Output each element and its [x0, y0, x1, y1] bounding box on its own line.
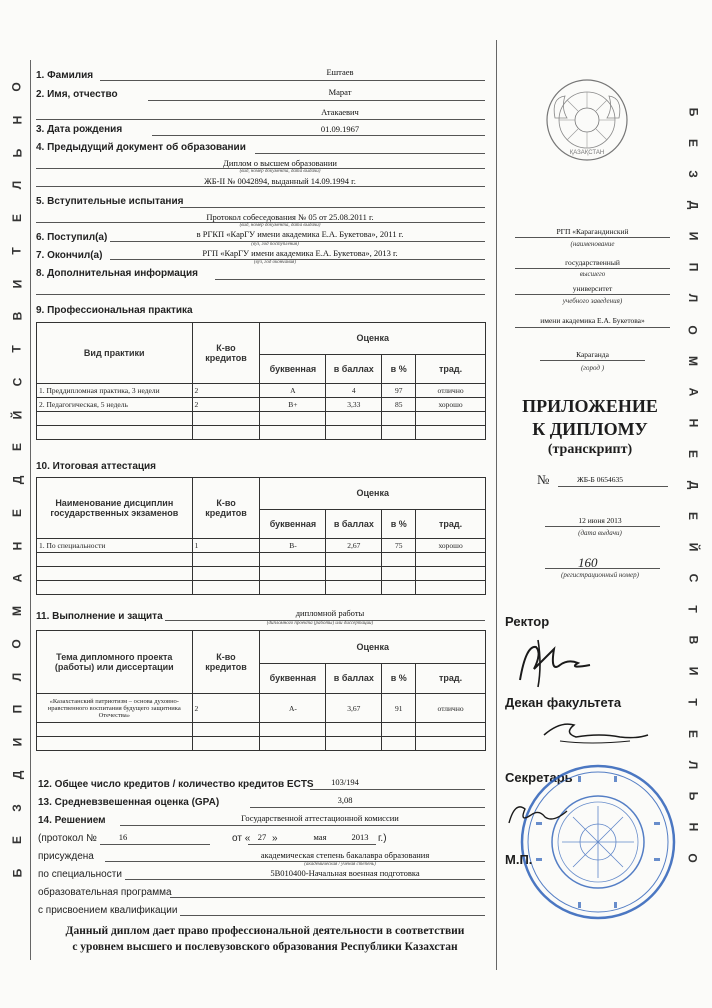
col-points: в баллах — [326, 354, 382, 383]
gpa-label: 13. Средневзвешенная оценка (GPA) — [38, 797, 220, 808]
side-letter: В — [685, 635, 700, 645]
side-letter: Т — [10, 247, 24, 255]
patronymic-value: Атакаевич — [321, 107, 359, 117]
side-letter: Л — [9, 181, 24, 190]
side-letter: Н — [685, 418, 700, 428]
side-letter: И — [686, 232, 700, 241]
title-line1: ПРИЛОЖЕНИЕ — [522, 396, 658, 416]
city-caption: (город ) — [580, 364, 605, 372]
side-letter: П — [10, 704, 24, 714]
practice-points: 3,33 — [326, 398, 382, 412]
col-credits: К-во кредитов — [192, 323, 260, 384]
surname-label: 1. Фамилия — [36, 70, 94, 81]
side-letter: Д — [686, 480, 700, 490]
side-letter: Е — [685, 729, 700, 738]
program-label: образовательная программа — [38, 887, 172, 898]
side-letter: И — [686, 667, 700, 676]
title-line2: К ДИПЛОМУ — [532, 419, 648, 439]
side-letter: Ь — [10, 148, 24, 157]
awarded-value: академическая степень бакалавра образования — [260, 850, 430, 860]
table-row — [37, 384, 486, 398]
footer-line2: с уровнем высшего и послевузовского образования Республики Казахстан — [72, 941, 458, 953]
side-letter: Н — [9, 115, 24, 125]
side-letter: О — [10, 82, 24, 92]
col-letter: буквенная — [260, 509, 326, 538]
entrance-caption: (вид, номер документа, дата выдачи) — [239, 223, 321, 228]
practice-trad: хорошо — [416, 398, 486, 412]
prev-doc-value2: ЖБ-II № 0042894, выданный 14.09.1994 г. — [204, 176, 356, 186]
table-row — [37, 398, 486, 412]
side-letter: Е — [685, 449, 700, 458]
org-line4: имени академика Е.А. Букетова» — [540, 316, 645, 325]
issue-date-caption: (дата выдачи) — [578, 529, 622, 537]
org-line3: университет — [572, 284, 613, 293]
col-grade: Оценка — [260, 323, 486, 355]
surname-value: Ештаев — [326, 67, 354, 77]
graduated-caption: (вуз, год окончания) — [253, 260, 297, 265]
secretary-signature — [505, 795, 575, 835]
side-letter: Т — [686, 698, 700, 707]
prev-doc-value: Диплом о высшем образовании — [223, 158, 337, 168]
year-suffix: г.) — [378, 833, 387, 844]
side-letter: М — [686, 355, 700, 366]
col-points: в баллах — [326, 663, 382, 693]
table-row — [37, 723, 486, 737]
side-letter: Т — [10, 345, 24, 353]
gpa-value: 3,08 — [337, 795, 353, 805]
side-letter: Е — [9, 836, 24, 845]
col-practice-type: Вид практики — [37, 323, 193, 384]
practice-trad: отлично — [416, 384, 486, 398]
org-line2: государственный — [565, 258, 620, 267]
name-label: 2. Имя, отчество — [36, 89, 118, 100]
thesis-type-value: дипломной работы — [295, 608, 365, 618]
year-value: 2013 — [351, 832, 369, 842]
footer-line1: Данный диплом дает право профессиональной деятельности в соответствии — [65, 925, 465, 937]
exam-trad: хорошо — [416, 539, 486, 553]
col-percent: в % — [382, 354, 416, 383]
graduated-label: 7. Окончил(а) — [36, 250, 103, 261]
final-title: 10. Итоговая аттестация — [36, 461, 157, 472]
seal-place-label: М.П. — [505, 852, 533, 867]
practice-credits: 2 — [192, 384, 260, 398]
enrolled-caption: (вуз, год поступления) — [251, 242, 299, 247]
side-letter: Н — [685, 822, 700, 832]
graduated-value: РГП «КарГУ имени академика Е.А. Букетова», 2013 г. — [202, 248, 398, 258]
official-stamp — [518, 762, 678, 922]
side-letter: О — [686, 853, 700, 863]
side-letter: А — [685, 387, 700, 397]
thesis-caption: (дипломного проекта (работы) или диссертации) — [266, 621, 374, 626]
col-trad: трад. — [416, 354, 486, 383]
side-letter: О — [10, 639, 24, 649]
registration-caption: (регистрационный номер) — [561, 571, 639, 579]
table-row — [37, 539, 486, 553]
date-from-label: от « — [232, 833, 251, 844]
number-sign: № — [537, 472, 550, 487]
side-letter: И — [10, 279, 24, 288]
practice-title: 9. Профессиональная практика — [36, 305, 193, 316]
practice-table — [36, 322, 486, 440]
entrance-label: 5. Вступительные испытания — [36, 196, 184, 207]
prev-doc-label: 4. Предыдущий документ об образовании — [36, 142, 246, 153]
side-letter: Л — [685, 294, 700, 303]
practice-percent: 97 — [382, 384, 416, 398]
exam-credits: 1 — [192, 539, 260, 553]
specialty-value: 5В010400-Начальная военная подготовка — [270, 868, 420, 878]
enrolled-value: в РГКП «КарГУ имени академика Е.А. Букетова», 2011 г. — [196, 229, 404, 239]
org-caption1: (наименование — [570, 240, 615, 248]
col-grade: Оценка — [260, 478, 486, 510]
side-text-left — [8, 80, 26, 880]
prev-doc-caption: (вид, номер документа, дата выдачи) — [239, 169, 321, 174]
practice-letter: B+ — [260, 398, 326, 412]
side-letter: З — [10, 803, 24, 812]
thesis-topic: «Казахстанский патриотизм – основа духовно-нравственного воспитания будущего защитника Отечества» — [37, 694, 193, 723]
side-letter: Й — [10, 410, 24, 419]
side-letter: Ь — [686, 791, 700, 801]
side-letter: О — [686, 324, 700, 335]
thesis-percent: 91 — [382, 694, 416, 723]
side-letter: З — [686, 170, 700, 178]
side-letter: П — [686, 263, 700, 272]
side-letter: С — [9, 377, 24, 387]
name-value: Марат — [328, 87, 352, 97]
practice-letter: A — [260, 384, 326, 398]
col-letter: буквенная — [260, 354, 326, 383]
org-caption2: высшего — [579, 270, 606, 278]
rector-signature — [508, 635, 598, 690]
decision-value: Государственной аттестационной комиссии — [241, 813, 399, 823]
table-row — [37, 412, 486, 426]
side-letter: И — [10, 737, 24, 747]
day-close: » — [272, 833, 278, 844]
table-row — [37, 737, 486, 751]
birth-value: 01.09.1967 — [320, 124, 360, 134]
col-credits: К-во кредитов — [192, 478, 260, 539]
org-caption3: учебного заведения) — [562, 297, 623, 305]
specialty-label: по специальности — [38, 869, 122, 880]
table-row — [37, 426, 486, 440]
credits-label: 12. Общее число кредитов / количество кредитов ECTS — [38, 779, 314, 790]
state-emblem — [545, 78, 629, 162]
col-grade: Оценка — [260, 631, 486, 664]
dean-label: Декан факультета — [505, 695, 622, 710]
day-value: 27 — [257, 832, 267, 842]
practice-credits: 2 — [192, 398, 260, 412]
side-letter: Д — [10, 475, 24, 485]
side-letter: Е — [685, 139, 700, 148]
side-letter: Е — [685, 512, 700, 521]
city-value: Караганда — [576, 350, 609, 359]
side-letter: Е — [9, 443, 24, 452]
thesis-credits: 2 — [192, 694, 260, 723]
right-divider — [496, 40, 497, 970]
exam-letter: B- — [260, 539, 326, 553]
final-table — [36, 477, 486, 595]
org-line1: РГП «Карагандинский — [556, 227, 629, 236]
qualification-label: с присвоением квалификации — [38, 905, 178, 916]
awarded-label: присуждена — [38, 851, 94, 862]
awarded-caption: (академическая / ученая степень) — [304, 862, 376, 867]
col-letter: буквенная — [260, 663, 326, 693]
practice-percent: 85 — [382, 398, 416, 412]
credits-value: 103/194 — [331, 777, 359, 787]
col-credits: К-во кредитов — [192, 631, 260, 694]
emblem-caption: ҚАЗАҚСТАН — [569, 150, 605, 156]
col-trad: трад. — [416, 509, 486, 538]
thesis-points: 3,67 — [326, 694, 382, 723]
side-letter: Б — [686, 107, 700, 117]
side-letter: Е — [9, 213, 24, 223]
practice-name: 1. Преддипломная практика, 3 недели — [37, 384, 193, 398]
title-line3: (транскрипт) — [547, 442, 633, 457]
col-percent: в % — [382, 663, 416, 693]
birth-label: 3. Дата рождения — [36, 124, 123, 135]
month-value: мая — [313, 832, 327, 842]
enrolled-label: 6. Поступил(а) — [36, 232, 108, 243]
side-letter: С — [685, 573, 700, 583]
left-divider — [30, 60, 31, 960]
col-points: в баллах — [326, 509, 382, 538]
decision-label: 14. Решением — [38, 815, 106, 826]
practice-points: 4 — [326, 384, 382, 398]
side-letter: Е — [9, 508, 24, 517]
exam-name: 1. По специальности — [37, 539, 193, 553]
side-letter: Л — [685, 760, 700, 769]
side-text-right — [684, 105, 702, 865]
table-row — [37, 581, 486, 595]
side-letter: В — [9, 311, 24, 321]
rector-label: Ректор — [505, 614, 550, 629]
registration-number: 160 — [578, 555, 598, 570]
issue-date: 12 июня 2013 — [578, 516, 622, 525]
col-trad: трад. — [416, 663, 486, 693]
side-letter: М — [10, 606, 24, 616]
protocol-label: (протокол № — [38, 833, 97, 844]
secretary-label: Секретарь — [505, 770, 573, 785]
col-topic: Тема дипломного проекта (работы) или диссертации — [37, 631, 193, 694]
side-letter: А — [9, 573, 24, 583]
thesis-table — [36, 630, 486, 751]
practice-name: 2. Педагогическая, 5 недель — [37, 398, 193, 412]
thesis-letter: A- — [260, 694, 326, 723]
document-number: ЖБ-Б 0654635 — [577, 475, 623, 484]
thesis-trad: отлично — [416, 694, 486, 723]
side-letter: Д — [686, 200, 700, 210]
side-letter: Й — [686, 542, 700, 552]
col-discipline: Наименование дисциплин государственных экзаменов — [37, 478, 193, 539]
entrance-value: Протокол собеседования № 05 от 25.08.2011 г. — [206, 212, 374, 222]
dean-signature — [540, 715, 650, 755]
table-row — [37, 694, 486, 723]
side-letter: Т — [686, 605, 700, 613]
side-letter: Д — [10, 770, 24, 780]
side-letter: Н — [9, 541, 24, 550]
side-letter: Б — [10, 868, 24, 878]
protocol-number: 16 — [118, 832, 128, 842]
additional-label: 8. Дополнительная информация — [36, 268, 198, 279]
exam-percent: 75 — [382, 539, 416, 553]
side-letter: Л — [9, 672, 24, 681]
col-percent: в % — [382, 509, 416, 538]
table-row — [37, 567, 486, 581]
thesis-title: 11. Выполнение и защита — [36, 611, 163, 622]
table-row — [37, 553, 486, 567]
exam-points: 2,67 — [326, 539, 382, 553]
